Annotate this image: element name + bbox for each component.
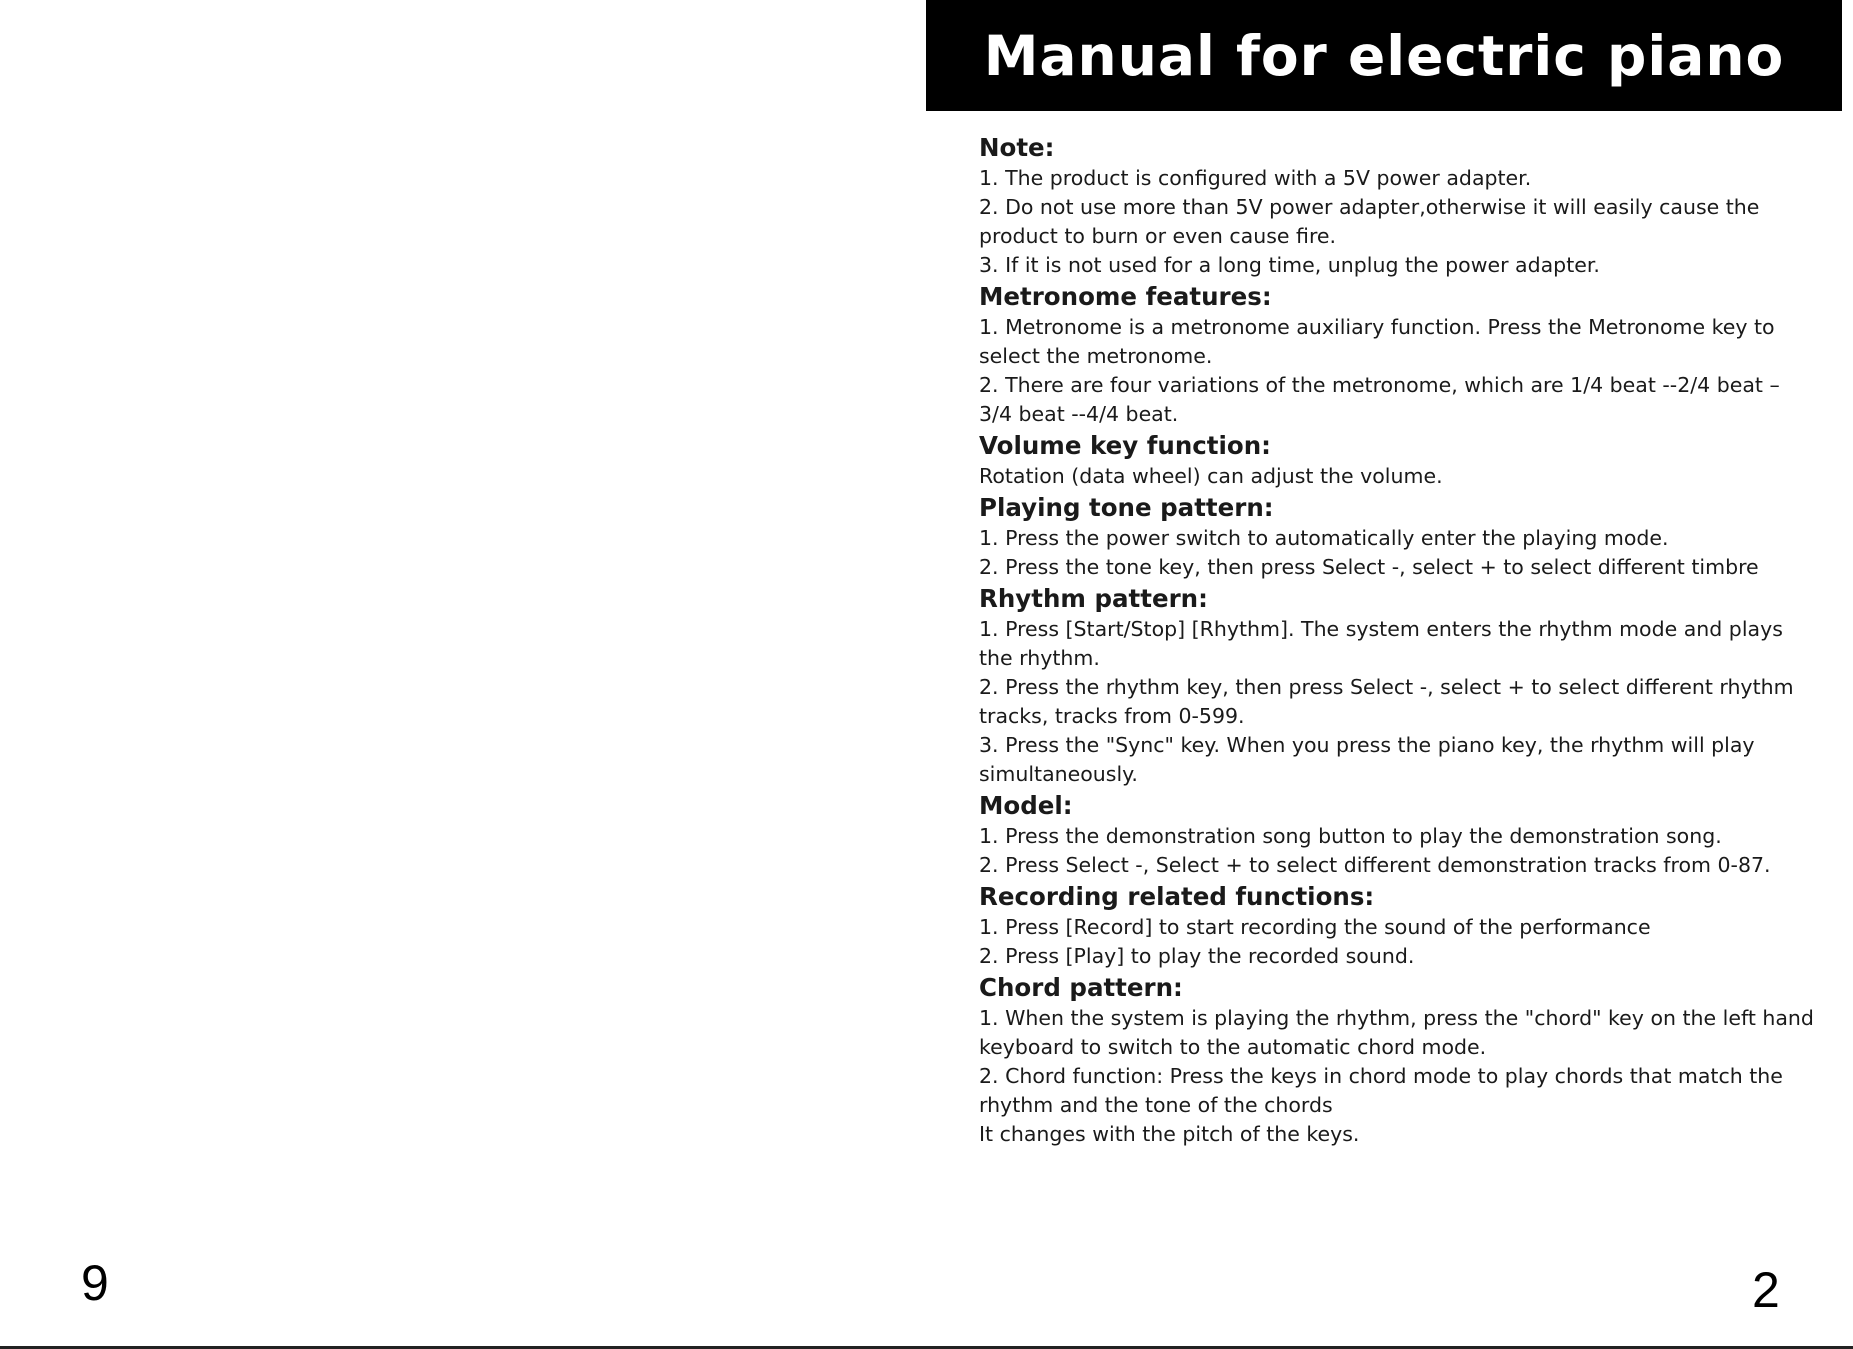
section-heading: Metronome features: [979, 282, 1272, 311]
section-rhythm-pattern [979, 582, 1814, 789]
section-line: 2. Press [Play] to play the recorded sound. [979, 944, 1415, 968]
section-chord-pattern [979, 971, 1814, 1149]
section-heading: Note: [979, 133, 1055, 162]
section-line: 1. Press [Record] to start recording the sound of the performance [979, 915, 1651, 939]
section-metronome-features [979, 280, 1814, 429]
section-playing-tone-pattern [979, 491, 1814, 582]
section-line: 1. Press [Start/Stop] [Rhythm]. The system enters the rhythm mode and plays [979, 617, 1783, 641]
section-line: 3. If it is not used for a long time, unplug the power adapter. [979, 253, 1600, 277]
section-heading: Playing tone pattern: [979, 493, 1274, 522]
section-line: 1. Metronome is a metronome auxiliary function. Press the Metronome key to [979, 315, 1775, 339]
section-line: 1. Press the power switch to automatically enter the playing mode. [979, 526, 1669, 550]
section-model [979, 789, 1814, 880]
section-line: simultaneously. [979, 762, 1138, 786]
section-line: 3. Press the "Sync" key. When you press the piano key, the rhythm will play [979, 733, 1755, 757]
left-page [0, 0, 926, 1349]
left-page-number: 9 [81, 1255, 109, 1311]
section-line: 1. The product is configured with a 5V power adapter. [979, 166, 1532, 190]
section-line: tracks, tracks from 0-599. [979, 704, 1245, 728]
manual-title: Manual for electric piano [983, 23, 1785, 88]
section-volume-key-function [979, 429, 1814, 491]
section-recording-related-functions [979, 880, 1814, 971]
section-heading: Rhythm pattern: [979, 584, 1208, 613]
section-line: 2. Press Select -, Select + to select different demonstration tracks from 0-87. [979, 853, 1771, 877]
section-line: the rhythm. [979, 646, 1100, 670]
section-line: 2. Press the tone key, then press Select -, select + to select different timbre [979, 555, 1759, 579]
section-line: 1. Press the demonstration song button to play the demonstration song. [979, 824, 1722, 848]
section-heading: Model: [979, 791, 1073, 820]
section-note [979, 131, 1814, 280]
section-line: product to burn or even cause fire. [979, 224, 1337, 248]
section-line: 2. Chord function: Press the keys in chord mode to play chords that match the [979, 1064, 1783, 1088]
right-page-number: 2 [1752, 1262, 1780, 1318]
section-line: 2. There are four variations of the metronome, which are 1/4 beat --2/4 beat – [979, 373, 1780, 397]
section-line: 2. Press the rhythm key, then press Select -, select + to select different rhythm [979, 675, 1794, 699]
section-line: It changes with the pitch of the keys. [979, 1122, 1360, 1146]
section-line: Rotation (data wheel) can adjust the volume. [979, 464, 1443, 488]
section-line: rhythm and the tone of the chords [979, 1093, 1333, 1117]
section-heading: Volume key function: [979, 431, 1271, 460]
section-line: 1. When the system is playing the rhythm, press the "chord" key on the left hand [979, 1006, 1814, 1030]
manual-content [979, 131, 1814, 1149]
section-line: keyboard to switch to the automatic chord mode. [979, 1035, 1487, 1059]
section-heading: Chord pattern: [979, 973, 1183, 1002]
section-line: 3/4 beat --4/4 beat. [979, 402, 1179, 426]
section-line: 2. Do not use more than 5V power adapter,otherwise it will easily cause the [979, 195, 1760, 219]
section-line: select the metronome. [979, 344, 1213, 368]
section-heading: Recording related functions: [979, 882, 1375, 911]
title-banner [926, 0, 1842, 111]
